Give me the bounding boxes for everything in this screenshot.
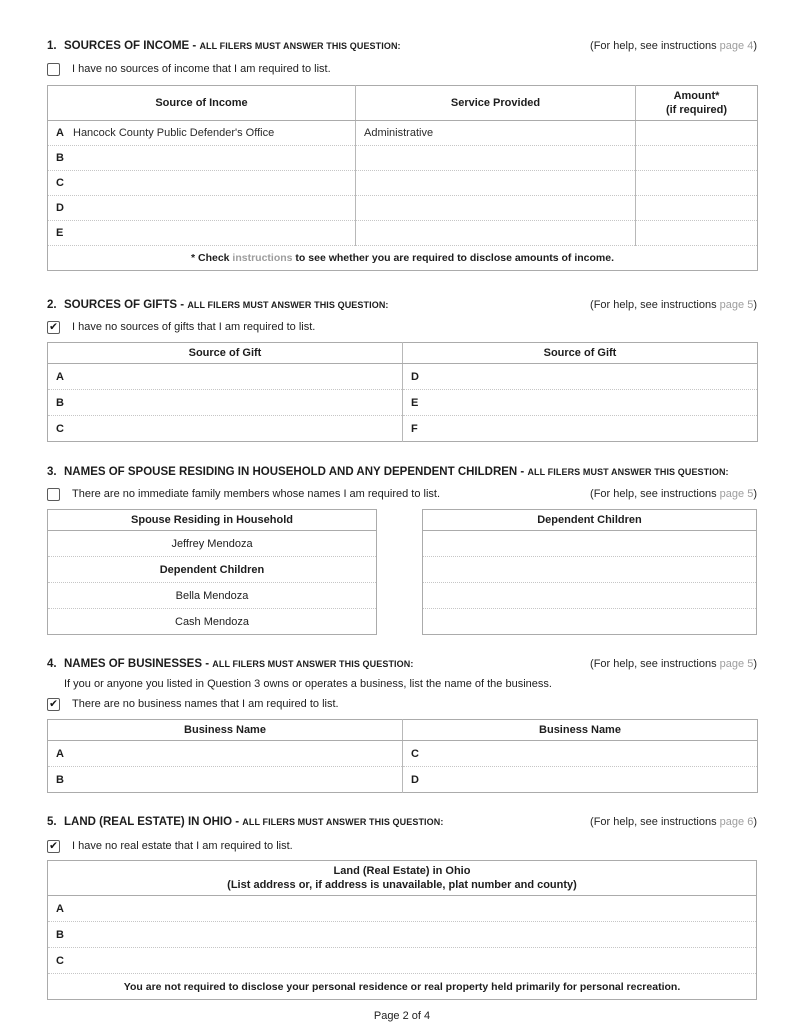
row-letter: C <box>56 177 64 189</box>
land-table-header: Land (Real Estate) in Ohio (List address or, if address is unavailable, plat number and county) <box>48 861 757 896</box>
section-family <box>47 463 757 635</box>
table-row <box>48 609 377 635</box>
table-row <box>423 609 757 635</box>
section-land <box>47 813 757 1000</box>
section-income-title: 1. SOURCES OF INCOME - ALL FILERS MUST ANSWER THIS QUESTION: <box>47 40 401 52</box>
businesses-checkbox-row <box>47 697 757 712</box>
help-text: (For help, see instructions page 5) <box>590 488 757 500</box>
row-letter: C <box>56 954 64 967</box>
help-page-link[interactable]: page 6 <box>719 816 754 828</box>
section-income-header <box>47 37 757 54</box>
businesses-no-names-checkbox[interactable] <box>47 698 60 711</box>
table-row <box>48 922 757 948</box>
income-checkbox-row <box>47 62 757 77</box>
income-table <box>47 85 758 271</box>
income-source-field[interactable]: Hancock County Public Defender's Office <box>73 127 275 139</box>
help-page-link[interactable]: page 4 <box>719 40 754 52</box>
table-row <box>48 146 758 171</box>
section-number: 2. <box>47 299 57 311</box>
dependent-children-subheader: Dependent Children <box>48 557 377 583</box>
family-checkbox-label: There are no immediate family members whose names I am required to list. <box>72 488 441 500</box>
spouse-table <box>47 509 377 635</box>
table-row <box>48 557 377 583</box>
income-col-amount: Amount* (if required) <box>636 86 758 121</box>
row-letter: A <box>56 127 64 139</box>
table-row <box>423 531 757 557</box>
gifts-col-right: Source of Gift <box>403 343 758 364</box>
instructions-link[interactable]: instructions <box>232 252 293 264</box>
table-row <box>48 221 758 246</box>
businesses-col-right: Business Name <box>403 720 758 741</box>
land-table-footnote: You are not required to disclose your personal residence or real property held primarily for personal recreation. <box>48 974 757 1000</box>
section-businesses <box>47 655 757 793</box>
section-gifts-header <box>47 296 757 313</box>
child-name-field[interactable] <box>423 583 757 609</box>
row-letter: A <box>56 902 64 915</box>
gifts-no-sources-checkbox[interactable] <box>47 321 60 334</box>
section-number: 1. <box>47 40 57 52</box>
table-row <box>48 196 758 221</box>
help-text: (For help, see instructions page 5) <box>590 299 757 311</box>
income-table-footnote: * Check instructions to see whether you are required to disclose amounts of income. <box>48 246 758 271</box>
table-row <box>48 948 757 974</box>
table-row <box>48 531 377 557</box>
section-number: 5. <box>47 816 57 828</box>
row-letter: D <box>56 202 64 214</box>
row-letter: B <box>56 928 64 941</box>
row-letter: B <box>56 396 64 409</box>
row-letter: F <box>411 422 418 435</box>
income-col-service: Service Provided <box>356 86 636 121</box>
table-row <box>48 171 758 196</box>
gifts-col-left: Source of Gift <box>48 343 403 364</box>
help-page-link[interactable]: page 5 <box>719 658 754 670</box>
dependent-children-header: Dependent Children <box>423 510 757 531</box>
row-letter: D <box>411 370 419 383</box>
land-checkbox-row <box>47 839 757 854</box>
row-letter: A <box>56 370 64 383</box>
table-row <box>48 364 758 390</box>
spouse-name-field[interactable]: Jeffrey Mendoza <box>48 531 377 557</box>
section-income <box>47 37 757 271</box>
child-name-field[interactable] <box>423 557 757 583</box>
table-row <box>48 583 377 609</box>
table-row <box>48 741 758 767</box>
income-no-sources-checkbox[interactable] <box>47 63 60 76</box>
page-number: Page 2 of 4 <box>373 1010 431 1022</box>
row-letter: A <box>56 747 64 760</box>
row-letter: B <box>56 152 64 164</box>
row-letter: C <box>411 747 419 760</box>
gifts-table <box>47 342 758 442</box>
land-checkbox-label: I have no real estate that I am required to list. <box>72 840 293 852</box>
section-businesses-title: 4. NAMES OF BUSINESSES - ALL FILERS MUST ANSWER THIS QUESTION: <box>47 658 414 670</box>
row-letter: E <box>56 227 64 239</box>
income-service-field[interactable]: Administrative <box>364 127 434 139</box>
businesses-intro: If you or anyone you listed in Question 3 owns or operates a business, list the name of the business. <box>64 678 552 690</box>
businesses-col-left: Business Name <box>48 720 403 741</box>
gifts-checkbox-label: I have no sources of gifts that I am required to list. <box>72 321 316 333</box>
gifts-checkbox-row <box>47 320 757 335</box>
row-letter: B <box>56 773 64 786</box>
dependent-children-table <box>422 509 757 635</box>
income-table-footer-row <box>48 246 758 271</box>
land-no-real-estate-checkbox[interactable] <box>47 840 60 853</box>
section-land-title: 5. LAND (REAL ESTATE) IN OHIO - ALL FILERS MUST ANSWER THIS QUESTION: <box>47 816 444 828</box>
spouse-table-header: Spouse Residing in Household <box>48 510 377 531</box>
row-letter: D <box>411 773 419 786</box>
row-letter: E <box>411 396 419 409</box>
businesses-table <box>47 719 758 793</box>
help-text: (For help, see instructions page 4) <box>590 40 757 52</box>
table-row <box>423 583 757 609</box>
table-row <box>48 896 757 922</box>
section-family-title: 3. NAMES OF SPOUSE RESIDING IN HOUSEHOLD AND ANY DEPENDENT CHILDREN - ALL FILERS MUST ANSWER THIS QUESTION: <box>47 466 729 478</box>
child-name-field[interactable]: Cash Mendoza <box>48 609 377 635</box>
businesses-checkbox-label: There are no business names that I am required to list. <box>72 698 339 710</box>
section-land-header <box>47 813 757 830</box>
section-businesses-header <box>47 655 757 672</box>
table-row <box>48 416 758 442</box>
row-letter: C <box>56 422 64 435</box>
section-gifts <box>47 296 757 442</box>
child-name-field[interactable] <box>423 609 757 635</box>
child-name-field[interactable] <box>423 531 757 557</box>
child-name-field[interactable]: Bella Mendoza <box>48 583 377 609</box>
family-checkbox-row <box>47 487 757 502</box>
land-table-footer-row <box>48 974 757 1000</box>
help-text: (For help, see instructions page 5) <box>590 658 757 670</box>
land-table <box>47 860 757 1000</box>
table-row <box>48 121 758 146</box>
section-number: 4. <box>47 658 57 670</box>
table-row <box>423 557 757 583</box>
family-no-members-checkbox[interactable] <box>47 488 60 501</box>
section-gifts-title: 2. SOURCES OF GIFTS - ALL FILERS MUST ANSWER THIS QUESTION: <box>47 299 389 311</box>
income-col-source: Source of Income <box>48 86 356 121</box>
section-number: 3. <box>47 466 57 478</box>
help-text: (For help, see instructions page 6) <box>590 816 757 828</box>
help-page-link[interactable]: page 5 <box>719 488 754 500</box>
help-page-link[interactable]: page 5 <box>719 299 754 311</box>
table-row <box>48 767 758 793</box>
family-tables <box>47 509 757 635</box>
income-checkbox-label: I have no sources of income that I am required to list. <box>72 63 331 75</box>
section-family-header <box>47 463 757 480</box>
table-row <box>48 390 758 416</box>
